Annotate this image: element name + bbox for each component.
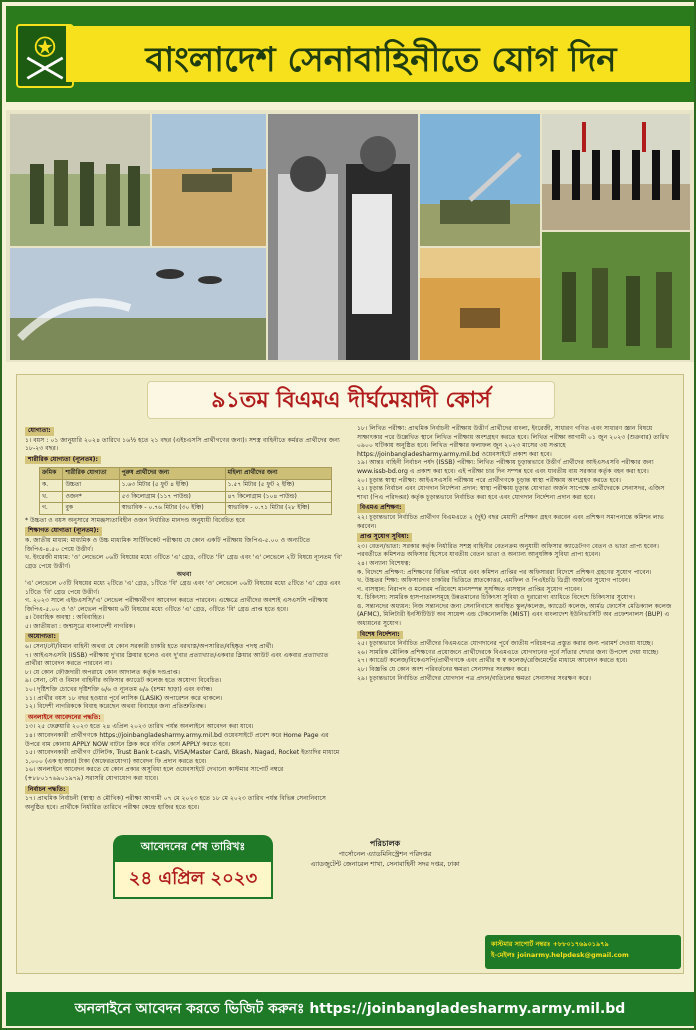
list-item: ৭। আইএসএসবি (ISSB) পরীক্ষায় দু'বার ক্লিয়ার হলেও এবং দু'বার প্রত্যাখ্যাত/একবার ক্লিয়ার আউট এবং একবার প্রত্যাখ্যাত প্রার্থীরা আবেদন করতে পারবেন না। [25, 651, 329, 668]
table-note: * উচ্চতা ও বয়স অনুসারে সামঞ্জস্যতাবিহীন ওজন নির্ধারিত মানদণ্ড অনুযায়ী বিবেচিত হবে [25, 516, 246, 524]
contact-box [485, 935, 681, 969]
footer-banner [6, 992, 694, 1026]
section-selection: নির্বাচন পদ্ধতি: [25, 786, 69, 795]
table-cell: ক. [40, 479, 63, 491]
photo-leaders-bw [268, 114, 418, 360]
table-header: পুরুষ প্রার্থীদের জন্য [119, 468, 225, 480]
selection-text: ১৭। প্রাথমিক নির্বাচনী (স্বাস্থ্য ও মৌখিক) পরীক্ষা আগামী ০৭ মে ২০২৩ হতে ১৮ মে ২০২৩ তারিখ পর্যন্ত বিভিন্ন সেনানিবাসে অনুষ্ঠিত হবে। প্রার্থীকে নির্ধারিত তারিখে পরীক্ষা কেন্দ্রে হাজির হতে হবে। [25, 795, 326, 811]
table-cell: উচ্চতা [63, 479, 119, 491]
list-item: ১৪। আবেদনকারী প্রার্থীগণকে https://joinbangladesharmy.army.mil.bd ওয়েবসাইটে প্রবেশ করে Home Page এর উপরে বাম কোনায় APPLY NOW বাটনে ক্লিক করে বর্ণিত কোর্স APPLY করতে হবে। [25, 732, 329, 748]
table-cell: বুক [63, 503, 119, 515]
table-header: ক্রমিক [40, 468, 63, 480]
list-item: ঙ. সন্তানদের অধ্যয়ন: নিজ সন্তানদের জন্য সেনানিবাসে অবস্থিত স্কুল/কলেজ, ক্যাডেট কলেজ, আর্মড ফোর্সেস মেডিক্যাল কলেজ (AFMC), মিলিটারী ইনস্টিটিউট অব সায়েন্স এন্ড টেকনোলজি (MIST) এবং বাংলাদেশ ইউনিভার্সিটি অব প্রফেশনালস (BUP) এ অধ্যয়নের সুযোগ। [357, 602, 672, 628]
table-cell: ১.৬৩ মিটার (৫ ফুট ৪ ইঞ্চি) [119, 479, 225, 491]
signatory-office: পার্সোনেল এ্যাডমিনিস্ট্রেশন পরিদপ্তর [338, 850, 432, 858]
course-title-bar [147, 381, 555, 419]
table-cell: ৪৭ কিলোগ্রাম (১০৪ পাউন্ড) [225, 491, 331, 503]
list-item: ক. বিদেশে প্রশিক্ষণ: প্রশিক্ষণের বিভিন্ন পর্যায়ে এবং কমিশন প্রাপ্তির পর অফিসাররা বিদেশে প্রশিক্ষণ গ্রহণের সুযোগ পাবেন। [357, 568, 652, 576]
list-item: ১৬। অনলাইনে আবেদন করতে যে কোন প্রকার অসুবিধা হলে ওয়েবসাইটে দেখানো কাস্টমার সাপোর্ট নম্বরে (+৮৮০১৭৬৯০১৯৭৯) সরাসরি যোগাযোগ করা যাবে। [25, 766, 284, 782]
table-cell: খ. [40, 491, 63, 503]
table-cell: ৫৩ কিলোগ্রাম (১১৭ পাউন্ড) [119, 491, 225, 503]
list-item: ১৩। ২৫ ফেব্রুয়ারি ২০২৩ হতে ২৪ এপ্রিল ২০২৩ তারিখ পর্যন্ত অনলাইনে আবেদন করা যাবে। [25, 723, 254, 731]
table-cell: ১.৫৭ মিটার (৫ ফুট ২ ইঞ্চি) [225, 479, 331, 491]
other-benefits-label: ২৪। অন্যান্য বিশেষত্ব: [357, 559, 411, 567]
list-item: ৬। সেনা/নৌ/বিমান বাহিনী অথবা যে কোন সরকারী চাকরি হতে বরখাস্ত/অপসারিত/বহিষ্কৃত পদস্থ প্রার্থী। [25, 643, 274, 651]
section-bma-training: বিএমএ প্রশিক্ষণ: [357, 504, 405, 513]
notice-content [16, 374, 684, 974]
education-alt: 'এ' লেভেলে ০৩টি বিষয়ের মধ্যে ২টিতে 'এ' গ্রেড, ১টিতে 'বি' গ্রেড এবং 'ও' লেভেলে ০৬টি বিষয়ের মধ্যে ৫টিতে 'এ' গ্রেড এবং ১টিতে 'বি' গ্রেড পেয়ে উত্তীর্ণ। [25, 579, 341, 596]
list-item: ৯। সেনা, নৌ ও বিমান বাহিনীর অফিসার ক্যাডেট কলেজ হতে অযোগ্য বিবেচিত। [25, 677, 222, 685]
support-email[interactable]: ই-মেইলঃ joinarmy.helpdesk@gmail.com [491, 951, 629, 959]
list-item: ২৫। চূড়ান্তভাবে নির্বাচিত প্রার্থীদের বিএমএতে যোগদানের পূর্বে জাতীয় পরিচয়পত্র প্রস্তুত করার জন্য পরামর্শ দেওয়া যাচ্ছে। [357, 640, 653, 648]
section-benefits: প্রাপ্ত সুযোগ সুবিধা: [357, 533, 412, 542]
nationality: ৫। জাতীয়তা : জন্মসূত্রে বাংলাদেশী নাগরিক। [25, 622, 136, 630]
marital-status: ৪। বৈবাহিক অবস্থা : অবিবাহিত। [25, 614, 105, 622]
list-item: ঘ. চিকিৎসা: সামরিক হাসপাতালসমূহে উন্নতমানের চিকিৎসা সুবিধা ও দুরারোগ্য ব্যাধিতে বিদেশে চিকিৎসার সুযোগ। [357, 594, 635, 602]
list-item: ১৫। আবেদনকারী প্রার্থীগণ টেলিটক, Trust Bank t-cash, VISA/Master Card, Bkash, Nagad, Rocket ইত্যাদির মাধ্যমে ১,০০০ (এক হাজার) টাকা (অফেরতযোগ্য) আবেদন ফি প্রদান করতে হবে। [25, 749, 340, 765]
education-english: খ. ইংরেজী মাধ্যম: 'ও' লেভেলে ০৬টি বিষয়ের মধ্যে ৩টিতে 'এ' গ্রেড, ৩টিতে 'বি' গ্রেড এবং 'এ' লেভেলে ২টি বিষয়ে ন্যূনতম 'বি' গ্রেড পেয়ে উত্তীর্ণ। [25, 554, 342, 570]
deadline-date: ২৪ এপ্রিল ২০২৩ [113, 860, 273, 899]
list-item: গ. বাসস্থান: নিরাপদ ও মনোরম পরিবেশে মানসম্পন্ন সুসজ্জিত বাসস্থান প্রাপ্তির সুযোগ পাবেন। [357, 585, 583, 593]
education-candidates: গ. ২০২৩ সালে এইচএসসি/'এ' লেভেল পরীক্ষার্থীগণ আবেদন করতে পারবেন। এক্ষেত্রে প্রার্থীদের অবশ্যই এসএসসি পরীক্ষায় জিপিএ-৫.০০ ও 'ও' লেভেল পরীক্ষায় ৬টি বিষয়ের মধ্যে ৩টিতে 'এ' গ্রেড, ৩টিতে 'বি' গ্রেড প্রাপ্ত হতে হবে। [25, 597, 328, 613]
list-item: ১২। বিদেশী নাগরিককে বিবাহ করেছেন অথবা বিবাহের জন্য প্রতিশ্রুতিবদ্ধ। [25, 703, 207, 711]
photo-parade [542, 114, 690, 230]
section-education: শিক্ষাগত যোগ্যতা (ন্যূনতম): [25, 527, 102, 536]
crossed-swords-icon [18, 26, 72, 86]
photo-tanks [152, 114, 266, 246]
section-eligibility: যোগ্যতা: [25, 427, 54, 436]
or-label: অথবা [176, 571, 192, 579]
course-title: ৯১তম বিএমএ দীর্ঘমেয়াদী কোর্স [211, 387, 491, 413]
deadline-label: আবেদনের শেষ তারিখঃ [113, 835, 273, 860]
list-item: ২৮। বিজ্ঞপ্তি যে কোন অংশ পরিবর্তনের ক্ষমতা সেনাসদর সংরক্ষণ করে। [357, 666, 530, 674]
final-selection: ২১। চূড়ান্ত নির্বাচন এবং যোগদান নির্দেশনা প্রদান: স্বাস্থ্য পরীক্ষায় চূড়ান্ত যোগ্যতা অর্জন সাপেক্ষে প্রার্থীদেরকে সেনাসদর, এজিস শাখা (পিএ পরিদপ্তর) কর্তৃক চূড়ান্তভাবে নির্বাচিত করা হবে এবং যোগদান নির্দেশনা প্রদান করা হবে। [357, 485, 665, 501]
physical-table [39, 467, 332, 514]
deadline-box [113, 835, 273, 893]
photo-missile-launcher [420, 114, 540, 246]
photo-field-soldiers [542, 232, 690, 360]
section-disqualification: অযোগ্যতা: [25, 633, 59, 642]
list-item: ১০। দৃষ্টিশক্তি চোখের দৃষ্টিশক্তি ৬/৬ ও ন্যূনতম ৬/৯ (চশমা ছাড়া) এবং বর্ণান্ধ। [25, 686, 213, 694]
section-special-notes: বিশেষ নির্দেশনা: [357, 631, 403, 640]
list-item: ১১। প্রার্থীর বয়স ১৮ বছর হওয়ার পূর্বে লাসিক (LASIK) অপারেশন করে থাকলে। [25, 694, 223, 702]
table-row [40, 479, 332, 491]
list-item: ৮। যে কোন ফৌজদারী অপরাধে কোন আদালত কর্তৃক দণ্ডপ্রাপ্ত। [25, 668, 180, 676]
pay-text: ২৩। বেতন/ভাতা: সরকার কর্তৃক নির্ধারিত সশস্ত্র বাহিনীর বেতনক্রম অনুযায়ী অফিসার ক্যাডেটগণ বেতন ও ভাতা প্রাপ্য হবেন। পরবর্তীতে কমিশনড অফিসার হিসেবে যাবতীয় বেতন ভাতা ও অন্যান্য আনুষঙ্গিক সুবিধা প্রাপ্য হবেন। [357, 542, 660, 559]
footer-link[interactable]: অনলাইনে আবেদন করতে ভিজিট করুনঃ https://joinbangladesharmy.army.mil.bd [74, 1001, 626, 1017]
header-banner [6, 6, 694, 102]
section-physical: শারীরিক যোগ্যতা (ন্যূনতম): [25, 456, 101, 465]
table-cell: স্বাভাবিক - ০.৭১ মিটার (২৮ ইঞ্চি) [225, 503, 331, 515]
table-header: মহিলা প্রার্থীদের জন্য [225, 468, 331, 480]
table-cell: স্বাভাবিক - ০.৭৬ মিটার (৩০ ইঞ্চি) [119, 503, 225, 515]
written-exam: ১৮। লিখিত পরীক্ষা: প্রাথমিক নির্বাচনী পরীক্ষায় উত্তীর্ণ প্রার্থীদের বাংলা, ইংরেজী, সাধারণ গণিত এবং সাধারণ জ্ঞান বিষয়ে সাক্ষাৎকার পরে উল্লেখিত স্থানে লিখিত পরীক্ষায় অংশগ্রহণ করতে হবে। লিখিত পরীক্ষা আগামী ০১ জুন ২০২৩ (শুক্রবার) তারিখ ০৯০০ ঘটিকায় অনুষ্ঠিত হবে। লিখিত পরীক্ষার ফলাফল জুন ২০২৩ মাসের ৩য় সপ্তাহে https://joinbangladesharmy.army.mil.bd ওয়েবসাইটে প্রকাশ করা হবে। [357, 425, 669, 458]
page-title: বাংলাদেশ সেনাবাহিনীতে যোগ দিন [145, 40, 617, 80]
signatory-title: পরিচালক [369, 839, 401, 848]
section-apply-method: অনলাইনে আবেদনের পদ্ধতি: [25, 714, 104, 723]
bma-text: ২২। চূড়ান্তভাবে নির্বাচিত প্রার্থীগণ বিএমএতে ২ (দুই) বছর মেয়াদী প্রশিক্ষণ গ্রহণ করবেন এবং প্রশিক্ষণ সমাপনান্তে কমিশন লাভ করবেন। [357, 513, 664, 530]
table-cell: গ. [40, 503, 63, 515]
photo-desert-training [420, 248, 540, 360]
right-column [357, 425, 677, 683]
photo-soldiers-training [10, 114, 150, 246]
education-national: ক. জাতীয় মাধ্যম: মাধ্যমিক ও উচ্চ মাধ্যমিক সার্টিফিকেট পরীক্ষায় যে কোন একটি পরীক্ষায় জিপিএ-৫.০০ ও অন্যটিতে জিপিএ-৪.৫০ পেয়ে উত্তীর্ণ। [25, 536, 311, 553]
table-row [40, 503, 332, 515]
photo-collage [6, 110, 694, 362]
table-header: শারীরিক যোগ্যতা [63, 468, 119, 480]
list-item: ২৯। চূড়ান্তভাবে নির্বাচিত প্রার্থীদের যোগদান পত্র প্রদান/বাতিলের ক্ষমতা সেনাসদর সংরক্ষণ করে। [357, 674, 591, 682]
signature-block [285, 839, 485, 869]
issb-exam: ১৯। আন্তঃ বাহিনী নির্বাচন পর্ষদ (ISSB) পরীক্ষা: লিখিত পরীক্ষায় চূড়ান্তভাবে উত্তীর্ণ প্রার্থীদের আইএসএসবি পরীক্ষার জন্য www.issb-bd.org এ প্রকাশ করা হবে। এই পরীক্ষা চার দিন সম্পন্ন হবে এবং যাবতীয় ব্যয় সরকার কর্তৃক বহন করা হবে। [357, 459, 654, 475]
list-item: ২৭। ক্যাডেট কলেজ/বিকেএসপি/প্রার্থীগণকে এবং প্রার্থীর স্ব স্ব কলেজ/রেজিমেন্টের মাধ্যমে আবেদন করতে হবে। [357, 657, 628, 665]
list-item: খ. উচ্চতর শিক্ষা: অফিসারগণ চাকরির ভিত্তিতে স্নাতকোত্তর, এমফিল ও পিএইচডি ডিগ্রী অর্জনের সুযোগ পাবেন। [357, 577, 631, 585]
left-column [25, 425, 343, 812]
signatory-branch: এ্যাডজুটেন্ট জেনারেল শাখা, সেনাবাহিনী সদর দপ্তর, ঢাকা [310, 860, 460, 868]
medical-exam: ২০। চূড়ান্ত স্বাস্থ্য পরীক্ষা: আইএসএসবি পরীক্ষায় পরে প্রার্থীগণকে চূড়ান্ত স্বাস্থ্য পরীক্ষায় অংশগ্রহণ করতে হবে। [357, 476, 621, 484]
age-requirement: ১। বয়স : ০১ জানুয়ারি ২০২৪ তারিখে ১৬½ হতে ২১ বছর (এইচএসসি প্রার্থীগণের জন্য)। সশস্ত্র বাহিনীতে কর্মরত প্রার্থীদের জন্য ১৮-২৩ বছর। [25, 436, 340, 453]
list-item: ২৬। সামরিক মৌলিক প্রশিক্ষণের প্রয়োজনে প্রার্থীদেরকে বিএমএতে যোগদানের পূর্বে সাঁতার শেখার জন্য উপদেশ দেয়া যাচ্ছে। [357, 648, 659, 656]
photo-helicopters-artillery [10, 248, 266, 360]
table-cell: ওজন* [63, 491, 119, 503]
support-phone: কাস্টমার সাপোর্ট নম্বরঃ +৮৮০১৭৬৯০১৯৭৯ [491, 940, 609, 948]
table-row [40, 491, 332, 503]
